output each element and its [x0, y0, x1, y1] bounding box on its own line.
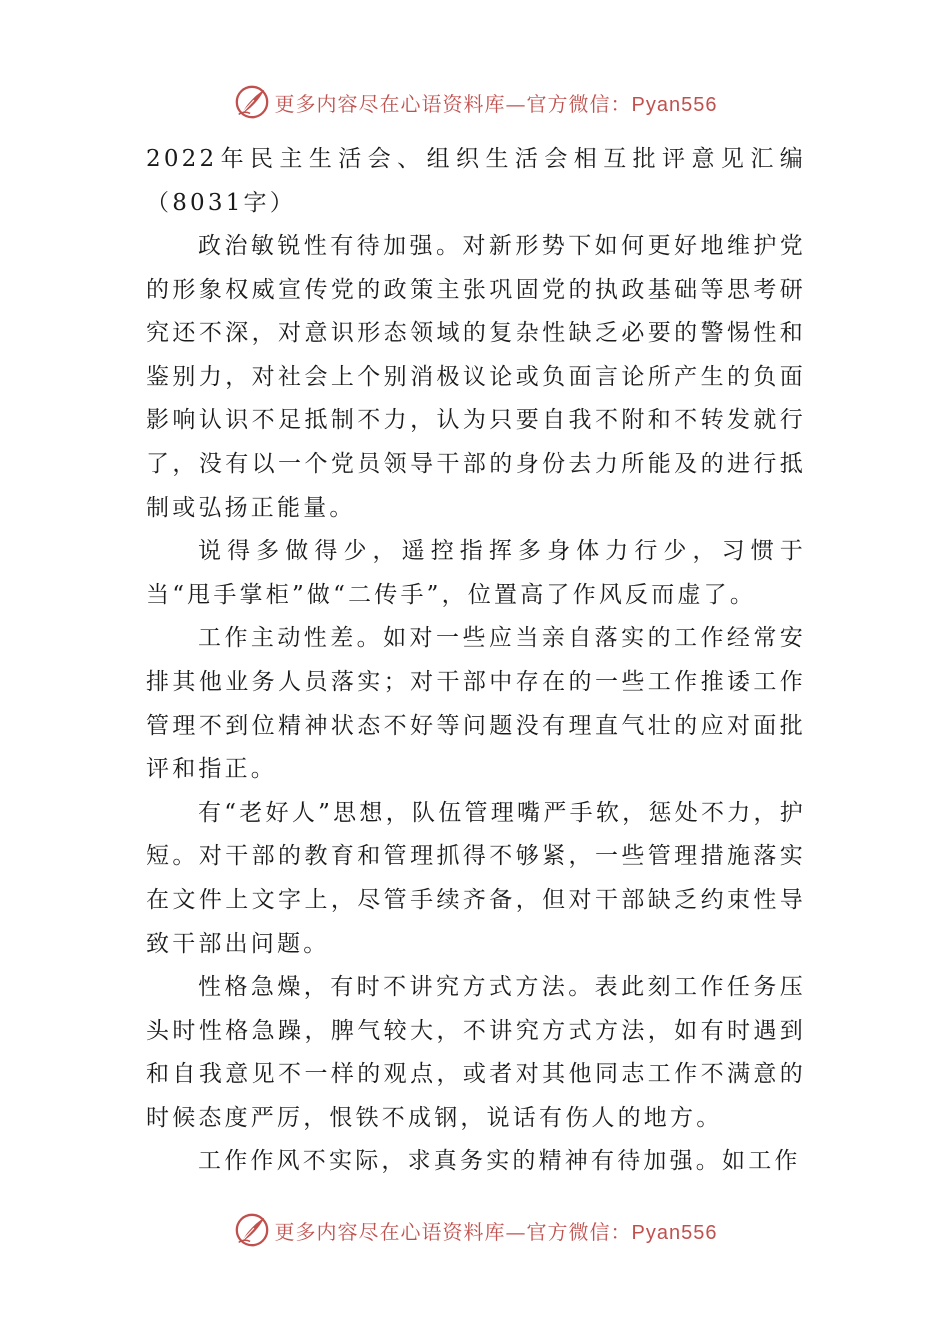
document-title: 2022年民主生活会、组织生活会相互批评意见汇编（8031字）: [146, 146, 806, 216]
quill-logo-icon: [233, 1211, 271, 1249]
banner-wechat-handle: Pyan556: [631, 93, 718, 116]
paragraph-say-more-do-less: 说得多做得少，遥控指挥多身体力行少，习惯于当“甩手掌柜”做“二传手”，位置高了作风反而虚了。: [146, 538, 806, 608]
quill-logo-icon: [233, 83, 271, 121]
footer-watermark-banner: [0, 1208, 950, 1252]
header-watermark-banner: [0, 80, 950, 124]
paragraph-work-style: 工作作风不实际，求真务实的精神有待加强。如工作: [198, 1148, 801, 1175]
banner-text: 更多内容尽在心语资料库—官方微信：Pyan556: [274, 1219, 718, 1244]
banner-text: 更多内容尽在心语资料库—官方微信：Pyan556: [274, 91, 718, 116]
paragraph-nice-guy-mindset: 有“老好人”思想，队伍管理嘴严手软，惩处不力，护短。对干部的教育和管理抓得不够紧，一些管理措施落实在文件上文字上，尽管手续齐备，但对干部缺乏约束性导致干部出问题。: [146, 799, 806, 957]
paragraph-impatient-temper: 性格急燥，有时不讲究方式方法。表此刻工作任务压头时性格急躁，脾气较大，不讲究方式方法，如有时遇到和自我意见不一样的观点，或者对其他同志工作不满意的时候态度严厉，恨铁不成钢，说话有伤人的地方。: [146, 974, 806, 1131]
paragraph-political-sensitivity: 政治敏锐性有待加强。对新形势下如何更好地维护党的形象权威宣传党的政策主张巩固党的执政基础等思考研究还不深，对意识形态领域的复杂性缺乏必要的警惕性和鉴别力，对社会上个别消极议论或负面言论所产生的负面影响认识不足抵制不力，认为只要自我不附和不转发就行了，没有以一个党员领导干部的身份去力所能及的进行抵制或弘扬正能量。: [146, 233, 806, 521]
banner-wechat-handle: Pyan556: [631, 1221, 718, 1244]
paragraph-work-initiative: 工作主动性差。如对一些应当亲自落实的工作经常安排其他业务人员落实；对干部中存在的一些工作推诿工作管理不到位精神状态不好等问题没有理直气壮的应对面批评和指正。: [146, 625, 806, 783]
document-body: [146, 137, 806, 1184]
